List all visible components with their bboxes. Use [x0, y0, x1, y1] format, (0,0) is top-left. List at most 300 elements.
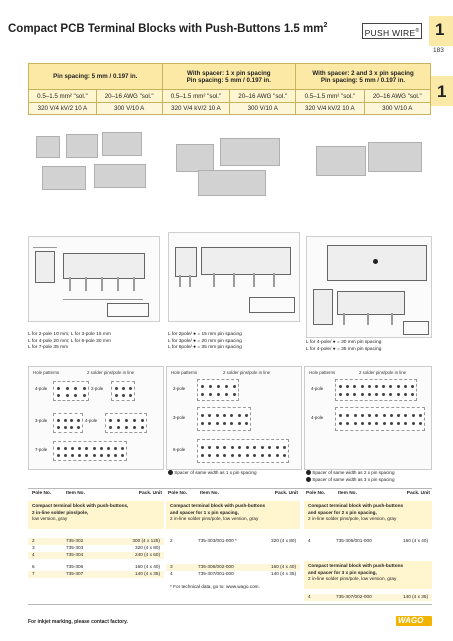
solder-hole-icon: [129, 394, 132, 397]
solder-hole-icon: [216, 446, 219, 449]
table-row: [304, 538, 432, 545]
row-pole: 3: [32, 545, 35, 550]
solder-hole-icon: [253, 446, 256, 449]
solder-hole-icon: [117, 419, 120, 422]
drawing-pin: [391, 313, 393, 325]
spec-col2-title-line1: With spacer: 1 x pin spacing: [187, 69, 271, 77]
order-col1-desc-text: [32, 503, 128, 523]
drawing-front-view: [201, 247, 291, 275]
drawing-pin: [69, 277, 71, 291]
row-item: 735-302: [66, 538, 84, 543]
solder-hole-icon: [397, 385, 400, 388]
desc-line: Compact terminal block with push-buttons: [170, 503, 266, 508]
solder-hole-icon: [217, 385, 220, 388]
solder-hole-icon: [74, 387, 77, 390]
solder-hole-icon: [404, 414, 407, 417]
order-table-top-rule: [28, 488, 432, 489]
solder-hole-icon: [100, 454, 103, 457]
solder-hole-icon: [390, 422, 393, 425]
notes-col3: [306, 340, 436, 353]
row-item: 735-306/002-000: [198, 564, 234, 569]
tech-drawing-1: [28, 236, 160, 322]
row-item: 735-306: [66, 564, 84, 569]
solder-hole-icon: [397, 422, 400, 425]
solder-hole-icon: [208, 422, 211, 425]
legend-text: Spacer of same width as 1 x pin spacing: [174, 470, 257, 475]
row-pole: 4: [308, 538, 311, 543]
spec-c1a: 0.5–1.5 mm² "sol.": [29, 90, 97, 103]
spec-r1b: 300 V/10 A: [96, 103, 162, 115]
spec-col1-title: Pin spacing: 5 mm / 0.197 in.: [29, 64, 163, 90]
product-block-2pole: [36, 136, 60, 158]
solder-hole-icon: [122, 394, 125, 397]
solder-hole-icon: [70, 426, 73, 429]
solder-hole-icon: [115, 387, 118, 390]
solder-hole-icon: [419, 422, 422, 425]
note-line: L for 3pole/ ● = 20 mm pin spacing: [168, 338, 242, 344]
solder-hole-icon: [85, 454, 88, 457]
solder-hole-icon: [122, 387, 125, 390]
drawing-pin: [213, 273, 215, 287]
product-block-spacer-b: [220, 138, 280, 166]
drawing-side-view: [175, 247, 197, 277]
solder-hole-icon: [245, 422, 248, 425]
solder-hole-icon: [225, 393, 228, 396]
solder-hole-icon: [276, 454, 279, 457]
hole-label: 4-pole: [35, 386, 48, 391]
drawing-pin: [189, 275, 191, 287]
solder-hole-icon: [133, 419, 136, 422]
solder-hole-icon: [361, 422, 364, 425]
legend-text: Spacer of same width as 3 x pin spacing: [312, 477, 395, 482]
solder-hole-icon: [283, 454, 286, 457]
solder-hole-icon: [231, 446, 234, 449]
solder-hole-icon: [368, 414, 371, 417]
order-col2-header: [168, 491, 298, 496]
table-row: [28, 552, 164, 559]
product-block-4pole: [102, 132, 142, 156]
table-row: [166, 538, 300, 545]
order-col1-header: [32, 491, 162, 496]
row-pack: 140 (4 x 35): [402, 594, 428, 599]
brand-text: PUSH WIRE: [364, 27, 416, 38]
note-line: L for 4-pole/ ● = 35 mm pin spacing: [306, 346, 382, 352]
hole-label: 4-pole: [311, 415, 324, 420]
solder-hole-icon: [412, 422, 415, 425]
row-pack: 160 (4 x 40): [270, 564, 296, 569]
solder-hole-icon: [114, 454, 117, 457]
solder-hole-icon: [246, 446, 249, 449]
product-photo-group-2: [168, 132, 298, 200]
solder-hole-icon: [233, 385, 236, 388]
solder-hole-icon: [208, 414, 211, 417]
drawing-side-view: [313, 289, 333, 325]
drawing-line: [33, 247, 57, 248]
solder-hole-icon: [85, 447, 88, 450]
drawing-line: [63, 299, 143, 300]
solder-hole-icon: [208, 446, 211, 449]
solder-hole-icon: [261, 454, 264, 457]
solder-hole-icon: [217, 393, 220, 396]
solder-hole-icon: [223, 446, 226, 449]
solder-hole-icon: [121, 454, 124, 457]
hole-pattern-subheading: 2 solder pins/pole in line: [223, 370, 271, 375]
solder-hole-icon: [339, 385, 342, 388]
row-item: 735-306/001-000: [336, 538, 372, 543]
solder-hole-icon: [346, 385, 349, 388]
hole-pattern-panel-3: [304, 366, 432, 470]
solder-hole-icon: [389, 385, 392, 388]
solder-hole-icon: [353, 385, 356, 388]
solder-hole-icon: [208, 454, 211, 457]
row-pole: 2: [32, 538, 35, 543]
solder-hole-icon: [268, 446, 271, 449]
solder-hole-icon: [223, 422, 226, 425]
note-line: L for 2-pole 10 mm; L for 3-pole 15 mm: [28, 332, 111, 337]
solder-hole-icon: [57, 426, 60, 429]
product-block-6pole: [42, 166, 86, 190]
solder-hole-icon: [66, 387, 69, 390]
solder-hole-icon: [109, 426, 112, 429]
legend-1: [168, 470, 308, 475]
solder-hole-icon: [57, 419, 60, 422]
desc-line: and spacer for 1 x pin spacing,: [170, 509, 239, 515]
solder-hole-icon: [57, 394, 60, 397]
solder-hole-icon: [230, 422, 233, 425]
solder-hole-icon: [383, 422, 386, 425]
col-item-header: Item No.: [338, 491, 357, 496]
solder-hole-icon: [382, 393, 385, 396]
order-table-bottom-rule: [28, 604, 432, 605]
solder-hole-icon: [64, 426, 67, 429]
solder-hole-icon: [141, 419, 144, 422]
spec-col2-title: [162, 64, 296, 90]
hole-grid: [335, 407, 425, 431]
row-pole: 7: [32, 571, 35, 576]
table-row: [28, 538, 164, 545]
row-item: 735-304: [66, 552, 84, 557]
solder-hole-icon: [412, 414, 415, 417]
brand-box: [362, 23, 422, 39]
col-pack-header: Pack. Unit: [138, 491, 162, 496]
drawing-bottom-view: [107, 303, 149, 317]
solder-hole-icon: [411, 385, 414, 388]
table-row: [304, 594, 432, 601]
order-col3-desc-text: [308, 503, 403, 523]
hole-pattern-heading: Hole patterns: [309, 370, 336, 375]
solder-hole-icon: [361, 393, 364, 396]
row-pole: 4: [308, 594, 311, 599]
solder-hole-icon: [375, 414, 378, 417]
solder-hole-icon: [201, 422, 204, 425]
solder-hole-icon: [346, 393, 349, 396]
row-pack: 160 (4 x 40): [134, 564, 160, 569]
solder-hole-icon: [71, 447, 74, 450]
hole-label: 4-pole: [311, 386, 324, 391]
solder-hole-icon: [77, 426, 80, 429]
solder-hole-icon: [133, 426, 136, 429]
spec-c3a: 0.5–1.5 mm² "sol.": [296, 90, 365, 103]
solder-hole-icon: [66, 394, 69, 397]
solder-hole-icon: [129, 387, 132, 390]
drawing-pin: [367, 313, 369, 325]
drawing-pin: [273, 273, 275, 287]
solder-hole-icon: [375, 422, 378, 425]
page-number: 183: [433, 47, 444, 54]
solder-hole-icon: [74, 394, 77, 397]
order-col3-header: [306, 491, 430, 496]
col-pole-header: Pole No.: [32, 491, 52, 496]
desc-line: Compact terminal block with push-buttons: [308, 503, 404, 508]
product-block-spacer-e: [368, 142, 422, 172]
product-block-spacer-c: [198, 170, 266, 196]
note-line: L for 4-pole/ ● = 30 mm pin spacing: [306, 340, 382, 345]
hole-label: 2-pole: [91, 386, 104, 391]
solder-hole-icon: [339, 393, 342, 396]
solder-hole-icon: [64, 454, 67, 457]
drawing-bottom-view: [403, 321, 429, 335]
drawing-front-view: [337, 291, 405, 315]
solder-hole-icon: [57, 454, 60, 457]
drawing-pin: [253, 273, 255, 287]
spec-c2a: 0.5–1.5 mm² "sol.": [162, 90, 230, 103]
spec-r3b: 300 V/10 A: [364, 103, 430, 115]
solder-hole-icon: [382, 385, 385, 388]
solder-hole-icon: [223, 414, 226, 417]
hole-pattern-heading: Hole patterns: [33, 370, 60, 375]
hole-grid: [197, 379, 239, 401]
hole-grid: [335, 379, 417, 401]
solder-hole-icon: [375, 393, 378, 396]
col-item-header: Item No.: [66, 491, 85, 496]
hole-pattern-subheading: 2 solder pins/pole in line: [359, 370, 407, 375]
col-item-header: Item No.: [200, 491, 219, 496]
row-pack: 140 (4 x 35): [270, 571, 296, 576]
solder-hole-icon: [411, 393, 414, 396]
spec-col3-title-line2: Pin spacing: 5 mm / 0.197 in.: [320, 76, 406, 84]
row-pole: 4: [32, 552, 35, 557]
hole-grid: [197, 407, 251, 431]
hole-grid: [53, 413, 83, 433]
product-photo-group-3: [306, 132, 428, 200]
tech-drawing-3: [306, 236, 432, 338]
solder-hole-icon: [339, 422, 342, 425]
hole-label: 6-pole: [173, 447, 186, 452]
legend-bullet-icon: [306, 477, 311, 482]
hole-grid: [105, 413, 147, 433]
solder-hole-icon: [346, 414, 349, 417]
title-superscript: 2: [323, 22, 328, 29]
drawing-pin: [133, 277, 135, 291]
solder-hole-icon: [261, 446, 264, 449]
row-item: 735-303/001-000 *: [198, 538, 237, 543]
table-row: [166, 564, 300, 571]
solder-hole-icon: [368, 422, 371, 425]
solder-hole-icon: [361, 385, 364, 388]
product-block-spacer-a: [176, 144, 214, 172]
solder-hole-icon: [125, 426, 128, 429]
col-pole-header: Pole No.: [306, 491, 326, 496]
solder-hole-icon: [64, 447, 67, 450]
spec-c1b: 20–16 AWG "sol.": [96, 90, 162, 103]
solder-hole-icon: [397, 414, 400, 417]
solder-hole-icon: [354, 414, 357, 417]
drawing-pin: [117, 277, 119, 291]
solder-hole-icon: [230, 414, 233, 417]
spec-r3a: 320 V/4 kV/2 10 A: [296, 103, 365, 115]
solder-hole-icon: [57, 447, 60, 450]
note-line: L for 2pole/ ● = 15 mm pin spacing: [168, 332, 242, 337]
drawing-pin: [85, 277, 87, 291]
hole-label: 2-pole: [173, 386, 186, 391]
notes-col2: [168, 332, 302, 352]
tech-drawing-2: [168, 232, 300, 322]
section-number: 1: [435, 20, 445, 39]
order-col3-desc-2-text: [308, 563, 403, 583]
solder-hole-icon: [419, 414, 422, 417]
solder-hole-icon: [201, 454, 204, 457]
solder-hole-icon: [201, 446, 204, 449]
row-pack: 320 (4 x 80): [270, 538, 296, 543]
row-pole: 3: [170, 564, 173, 569]
solder-hole-icon: [216, 422, 219, 425]
row-pole: 4: [170, 571, 173, 576]
solder-hole-icon: [233, 393, 236, 396]
solder-hole-icon: [201, 414, 204, 417]
desc-line: Compact terminal block with push-buttons,: [32, 503, 129, 508]
col-pole-header: Pole No.: [168, 491, 188, 496]
solder-hole-icon: [246, 454, 249, 457]
solder-hole-icon: [107, 454, 110, 457]
solder-hole-icon: [276, 446, 279, 449]
solder-hole-icon: [57, 387, 60, 390]
solder-hole-icon: [77, 419, 80, 422]
desc-line: 2 in-line solder pins/pole, low version, gray: [308, 576, 397, 581]
solder-hole-icon: [238, 446, 241, 449]
row-pole: 6: [32, 564, 35, 569]
spec-c3b: 20–16 AWG "sol.": [364, 90, 430, 103]
table-row: [166, 571, 300, 578]
drawing-front-view: [63, 253, 145, 279]
solder-hole-icon: [238, 422, 241, 425]
hole-grid: [197, 439, 289, 463]
solder-hole-icon: [375, 385, 378, 388]
hole-grid: [53, 381, 89, 401]
order-col2-desc-text: [170, 503, 265, 523]
solder-hole-icon: [339, 414, 342, 417]
footnote: * For technical data, go to: www.wago.com.: [170, 584, 260, 589]
product-photo-group-1: [30, 128, 162, 198]
solder-hole-icon: [93, 454, 96, 457]
solder-hole-icon: [115, 394, 118, 397]
solder-hole-icon: [83, 394, 86, 397]
notes-col1: [28, 332, 168, 352]
row-item: 735-303: [66, 545, 84, 550]
solder-hole-icon: [78, 454, 81, 457]
hole-pattern-heading: Hole patterns: [171, 370, 198, 375]
row-item: 735-307/002-000: [336, 594, 372, 599]
table-row: [28, 564, 164, 571]
solder-hole-icon: [346, 422, 349, 425]
drawing-pin: [179, 275, 181, 287]
solder-hole-icon: [404, 393, 407, 396]
note-line: L for 6pole/ ● = 35 mm pin spacing: [168, 345, 242, 351]
desc-line: and spacer for 2 x pin spacing,: [308, 509, 377, 515]
solder-hole-icon: [404, 422, 407, 425]
solder-hole-icon: [78, 447, 81, 450]
row-item: 735-307: [66, 571, 84, 576]
legend-bullet-icon: [306, 470, 311, 475]
row-pack: 320 (4 x 80): [134, 545, 160, 550]
note-line: L for 7-pole 35 mm: [28, 345, 69, 351]
solder-hole-icon: [71, 454, 74, 457]
row-item: 735-307/001-000: [198, 571, 234, 576]
spec-col3-title: [296, 64, 431, 90]
solder-hole-icon: [283, 446, 286, 449]
solder-hole-icon: [83, 387, 86, 390]
solder-hole-icon: [70, 419, 73, 422]
desc-line: 2 in-line solder pins/pole, low version, gray: [170, 516, 259, 521]
solder-hole-icon: [354, 422, 357, 425]
desc-line: Compact terminal block with push-buttons: [308, 563, 404, 568]
solder-hole-icon: [216, 454, 219, 457]
solder-hole-icon: [64, 419, 67, 422]
legend-text: Spacer of same width as 2 x pin spacing: [312, 470, 395, 475]
spec-table: [28, 63, 431, 115]
solder-hole-icon: [216, 414, 219, 417]
product-block-spacer-d: [316, 146, 366, 176]
product-block-7pole: [94, 164, 146, 188]
solder-hole-icon: [238, 454, 241, 457]
solder-hole-icon: [114, 447, 117, 450]
solder-hole-icon: [93, 447, 96, 450]
solder-hole-icon: [109, 419, 112, 422]
solder-hole-icon: [404, 385, 407, 388]
row-pack: 140 (4 x 35): [134, 571, 160, 576]
solder-hole-icon: [383, 414, 386, 417]
solder-hole-icon: [231, 454, 234, 457]
desc-line: and spacer for 3 x pin spacing,: [308, 569, 377, 575]
solder-hole-icon: [389, 393, 392, 396]
spacer-marker-1: [373, 259, 378, 264]
solder-hole-icon: [100, 447, 103, 450]
spec-col3-title-line1: With spacer: 2 and 3 x pin spacing: [312, 69, 414, 77]
solder-hole-icon: [141, 426, 144, 429]
solder-hole-icon: [225, 385, 228, 388]
product-block-3pole: [66, 134, 98, 158]
hole-label: 3-pole: [173, 415, 186, 420]
hole-pattern-panel-1: [28, 366, 164, 470]
hole-label: 4-pole: [85, 418, 98, 423]
spec-r1a: 320 V/4 kV/2 10 A: [29, 103, 97, 115]
drawing-side-view: [35, 251, 55, 283]
solder-hole-icon: [209, 385, 212, 388]
row-pack: 240 (4 x 60): [134, 552, 160, 557]
row-pack: 160 (4 x 40): [402, 538, 428, 543]
hole-pattern-subheading: 2 solder pins/pole in line: [87, 370, 135, 375]
hole-grid: [53, 441, 127, 461]
solder-hole-icon: [368, 393, 371, 396]
legend-3: [306, 477, 432, 482]
drawing-bottom-view: [249, 297, 295, 313]
section-number-lower: 1: [437, 82, 447, 101]
solder-hole-icon: [117, 426, 120, 429]
solder-hole-icon: [107, 447, 110, 450]
solder-hole-icon: [253, 454, 256, 457]
note-line: L for 4-pole 20 mm; L for 6-pole 30 mm: [28, 338, 111, 344]
col-pack-header: Pack. Unit: [406, 491, 430, 496]
solder-hole-icon: [268, 454, 271, 457]
